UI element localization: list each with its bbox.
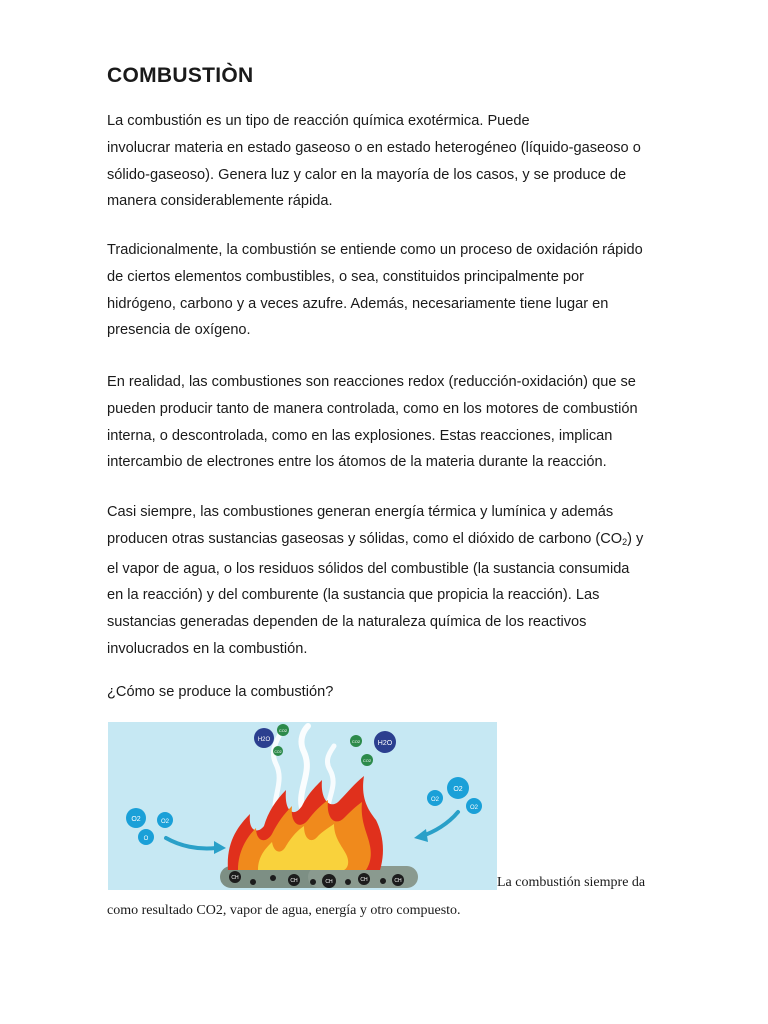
c-molecule [310, 879, 316, 885]
c-molecule [250, 879, 256, 885]
molecule-label: O [143, 836, 149, 842]
text-line: involucrados en la combustión. [107, 640, 308, 657]
text-line: intercambio de electrones entre los átomos de la materia durante la reacción. [107, 454, 607, 471]
molecule-label: CH [325, 879, 333, 885]
molecule-label: O2 [160, 819, 170, 825]
molecule-label: H2O [377, 740, 393, 747]
text-line: sustancias generadas dependen de la naturaleza química de los reactivos [107, 614, 587, 631]
molecule-label: CO2 [278, 728, 288, 733]
c-molecule [270, 875, 276, 881]
molecule-label: CO2 [362, 758, 372, 763]
molecule-label: CO2 [351, 739, 361, 744]
section-question: ¿Cómo se produce la combustión? [107, 684, 334, 700]
molecule-label: O2 [469, 805, 479, 811]
text-line: sólido-gaseoso). Genera luz y calor en la mayoría de los casos, y se produce de [107, 166, 627, 183]
molecule-label: O2 [430, 797, 440, 803]
molecule-label: CH [360, 877, 368, 883]
text-line: de ciertos elementos combustibles, o sea, constituidos principalmente por [107, 268, 584, 285]
paragraph-redox [107, 369, 638, 476]
paragraph-products [107, 499, 643, 663]
text-line: Tradicionalmente, la combustión se entiende como un proceso de oxidación rápido [107, 242, 643, 258]
molecule-label: CH [290, 878, 298, 884]
text-fragment: producen otras sustancias gaseosas y sólidas, como el dióxido de carbono (CO [107, 530, 623, 547]
text-line: hidrógeno, carbono y a veces azufre. Además, necesariamente tiene lugar en [107, 295, 609, 312]
paragraph-traditional [107, 237, 643, 344]
text-line: En realidad, las combustiones son reacciones redox (reducción-oxidación) que se [107, 374, 636, 390]
page-title: COMBUSTIÒN [107, 64, 254, 87]
molecule-label: CO2 [274, 750, 282, 754]
text-fragment: ) y [627, 530, 644, 547]
molecule-label: CH [231, 875, 239, 881]
text-line: el vapor de agua, o los residuos sólidos del combustible (la sustancia consumida [107, 560, 630, 577]
text-line: pueden producir tanto de manera controlada, como en los motores de combustión [107, 400, 638, 417]
text-line: manera considerablemente rápida. [107, 193, 333, 210]
text-line: involucrar materia en estado gaseoso o en estado heterogéneo (líquido-gaseoso o [107, 139, 641, 156]
text-line: en la reacción) y del comburente (la sustancia que propicia la reacción). Las [107, 587, 600, 604]
arrow-icon [422, 812, 458, 836]
text-line [107, 526, 643, 556]
c-molecule [380, 878, 386, 884]
text-line: presencia de oxígeno. [107, 322, 251, 339]
combustion-illustration [108, 722, 497, 890]
figure-caption-line1: La combustión siempre da [497, 875, 646, 890]
arrow-head-icon [414, 829, 428, 842]
molecule-label: O2 [131, 816, 141, 823]
figure-caption-line2: como resultado CO2, vapor de agua, energía y otro compuesto. [107, 903, 461, 918]
text-line: La combustión es un tipo de reacción química exotérmica. Puede [107, 113, 530, 129]
arrow-icon [166, 838, 216, 849]
text-line: Casi siempre, las combustiones generan energía térmica y lumínica y además [107, 504, 614, 520]
molecule-label: O2 [453, 786, 463, 793]
arrow-head-icon [214, 841, 226, 854]
c-molecule [345, 879, 351, 885]
paragraph-intro [107, 108, 641, 215]
molecule-label: H2O [257, 737, 271, 743]
text-line: interna, o descontrolada, como en las explosiones. Estas reacciones, implican [107, 427, 613, 444]
molecule-label: CH [394, 878, 402, 884]
combustion-diagram [108, 722, 497, 890]
subscript: 2 [622, 536, 628, 547]
